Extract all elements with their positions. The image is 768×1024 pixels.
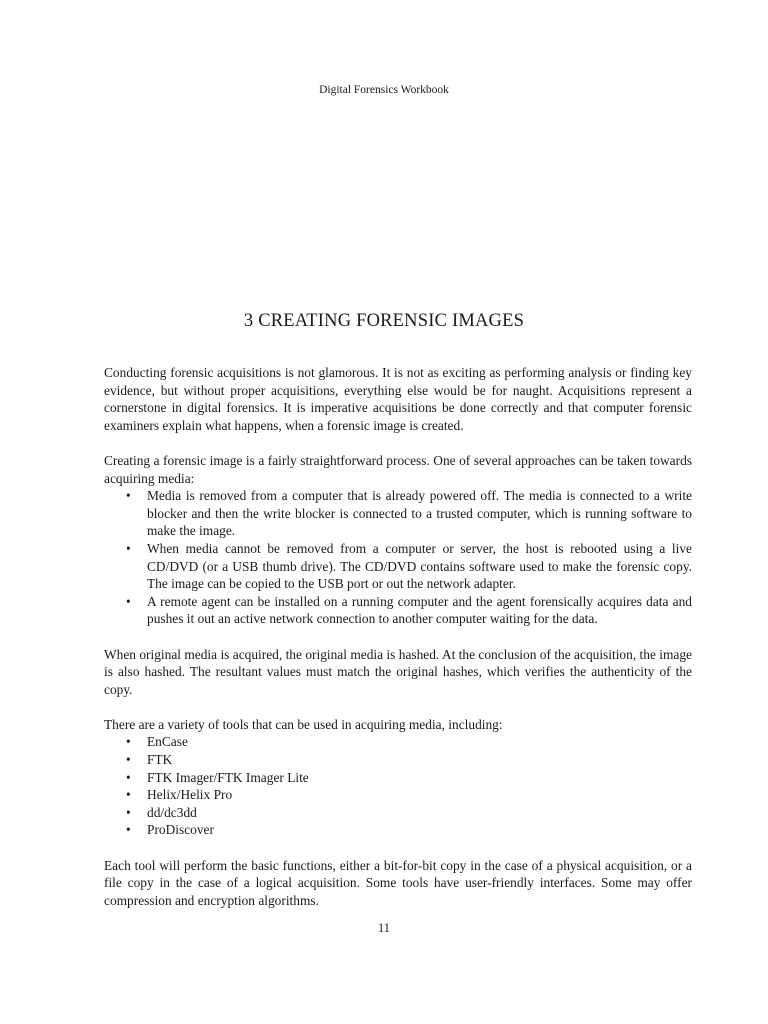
bullet-icon: • bbox=[126, 540, 131, 556]
list-item-text: FTK bbox=[147, 752, 173, 768]
list-item-text: dd/dc3dd bbox=[147, 804, 197, 820]
bullet-icon: • bbox=[126, 734, 131, 750]
bullet-icon: • bbox=[126, 488, 131, 504]
list-item bbox=[104, 751, 692, 769]
hashing-paragraph: When original media is acquired, the original media is hashed. At the conclusion of the acquisition, the image is also hashed. The resultant values must match the original hashes, which verifies the authenticity of the copy. bbox=[104, 646, 692, 697]
bullet-icon: • bbox=[126, 822, 131, 838]
bullet-icon: • bbox=[126, 769, 131, 785]
running-header: Digital Forensics Workbook bbox=[319, 84, 449, 96]
list-item bbox=[104, 786, 692, 804]
list-item bbox=[104, 804, 692, 822]
list-item bbox=[104, 487, 692, 540]
list-item-text: FTK Imager/FTK Imager Lite bbox=[147, 769, 309, 785]
list-item-text: When media cannot be removed from a computer or server, the host is rebooted using a live CD/DVD (or a USB thumb drive). The CD/DVD contains software used to make the forensic copy. The image can be copied to the USB port or out the network adapter. bbox=[147, 540, 692, 592]
page-number: 11 bbox=[377, 921, 391, 935]
bullet-icon: • bbox=[126, 752, 131, 768]
approaches-list bbox=[104, 487, 692, 628]
list-item-text: Media is removed from a computer that is already powered off. The media is connected to a write blocker and then the write blocker is connected to a trusted computer, which is running software to make the image. bbox=[147, 488, 692, 539]
list-item bbox=[104, 769, 692, 787]
list-item bbox=[104, 733, 692, 751]
tools-list bbox=[104, 733, 692, 839]
list-item-text: Helix/Helix Pro bbox=[147, 787, 233, 803]
bullet-icon: • bbox=[126, 804, 131, 820]
list-item-text: A remote agent can be installed on a running computer and the agent forensically acquires data and pushes it out an active network connection to another computer waiting for the data. bbox=[147, 593, 692, 627]
bullet-icon: • bbox=[126, 593, 131, 609]
chapter-title: 3 CREATING FORENSIC IMAGES bbox=[243, 311, 525, 331]
intro-paragraph: Conducting forensic acquisitions is not glamorous. It is not as exciting as performing analysis or finding key evidence, but without proper acquisitions, everything else would be for naught. Acquisitions represent a cornerstone in digital forensics. It is imperative acquisitions be done correctly and that computer forensic examiners explain what happens, when a forensic image is created. bbox=[104, 365, 692, 433]
list-item bbox=[104, 821, 692, 839]
list-item-text: ProDiscover bbox=[147, 822, 214, 838]
list-item bbox=[104, 593, 692, 628]
chapter-body bbox=[104, 364, 692, 909]
tools-intro-paragraph: There are a variety of tools that can be used in acquiring media, including: bbox=[104, 716, 503, 732]
list-item-text: EnCase bbox=[147, 734, 188, 750]
list-item bbox=[104, 540, 692, 593]
bullet-icon: • bbox=[126, 787, 131, 803]
approaches-intro-paragraph: Creating a forensic image is a fairly straightforward process. One of several approaches can be taken towards acquiring media: bbox=[104, 452, 692, 486]
tool-functions-paragraph: Each tool will perform the basic functions, either a bit-for-bit copy in the case of a physical acquisition, or a file copy in the case of a logical acquisition. Some tools have user-friendly interfaces. Some may offer compression and encryption algorithms. bbox=[104, 857, 692, 908]
